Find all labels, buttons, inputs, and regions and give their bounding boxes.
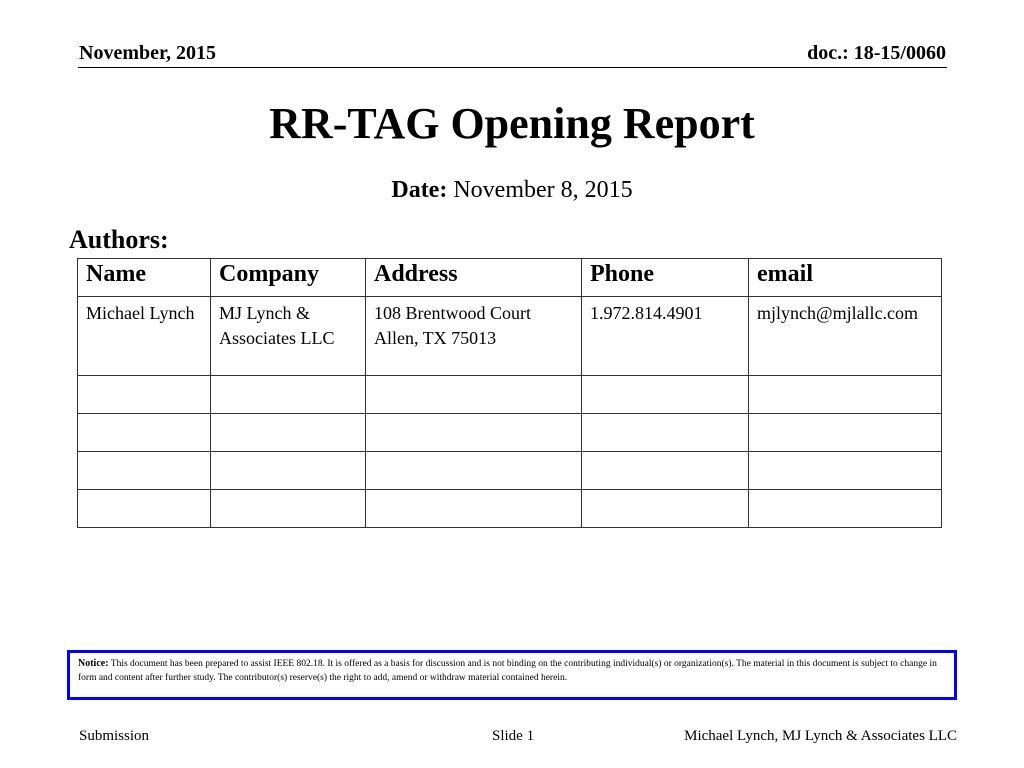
table-cell: [749, 414, 942, 452]
author-name: Michael Lynch: [78, 297, 211, 376]
table-cell: [749, 490, 942, 528]
table-cell: [749, 452, 942, 490]
column-header-address: Address: [366, 259, 582, 297]
slide-title: RR-TAG Opening Report: [269, 99, 755, 148]
table-row-empty: [78, 376, 942, 414]
author-address-line2: Allen, TX 75013: [374, 328, 497, 348]
date-label: Date:: [391, 177, 448, 203]
authors-heading: Authors:: [69, 225, 169, 254]
table-cell: [78, 376, 211, 414]
table-cell: [211, 490, 366, 528]
table-cell: [582, 452, 749, 490]
table-cell: [211, 452, 366, 490]
table-cell: [366, 490, 582, 528]
header-doc-number: doc.: 18-15/0060: [807, 42, 946, 64]
header-divider: [78, 67, 947, 68]
column-header-phone: Phone: [582, 259, 749, 297]
table-row-empty: [78, 490, 942, 528]
footer-submission: Submission: [79, 728, 150, 744]
notice-box: [67, 650, 957, 700]
table-cell: [366, 414, 582, 452]
table-row: [78, 297, 942, 376]
column-header-company: Company: [211, 259, 366, 297]
table-cell: [211, 376, 366, 414]
table-cell: [582, 376, 749, 414]
table-cell: [582, 490, 749, 528]
author-address: [366, 297, 582, 376]
table-cell: [78, 414, 211, 452]
author-phone: 1.972.814.4901: [582, 297, 749, 376]
table-cell: [749, 376, 942, 414]
author-address-line1: 108 Brentwood Court: [374, 303, 531, 323]
authors-table: [77, 258, 942, 528]
author-email: mjlynch@mjlallc.com: [749, 297, 942, 376]
table-cell: [582, 414, 749, 452]
table-row-empty: [78, 414, 942, 452]
footer-slide-number: Slide 1: [492, 728, 535, 744]
notice-label: Notice:: [78, 658, 109, 669]
table-header-row: [78, 259, 942, 297]
table-row-empty: [78, 452, 942, 490]
table-cell: [78, 452, 211, 490]
table-cell: [211, 414, 366, 452]
table-cell: [366, 452, 582, 490]
date-line: [0, 177, 1024, 204]
table-cell: [366, 376, 582, 414]
date-value: November 8, 2015: [453, 177, 633, 203]
table-cell: [78, 490, 211, 528]
author-company: MJ Lynch & Associates LLC: [211, 297, 366, 376]
notice-text: This document has been prepared to assist IEEE 802.18. It is offered as a basis for discussion and is not binding on the contributing individual(s) or organization(s). The material in this document is subject to change in form and content after further study. The contributor(s) reserve(s) the right to add, amend or withdraw material contained herein.: [78, 659, 937, 683]
footer-author: Michael Lynch, MJ Lynch & Associates LLC: [684, 728, 957, 744]
column-header-email: email: [749, 259, 942, 297]
header-date: November, 2015: [79, 42, 217, 64]
column-header-name: Name: [78, 259, 211, 297]
